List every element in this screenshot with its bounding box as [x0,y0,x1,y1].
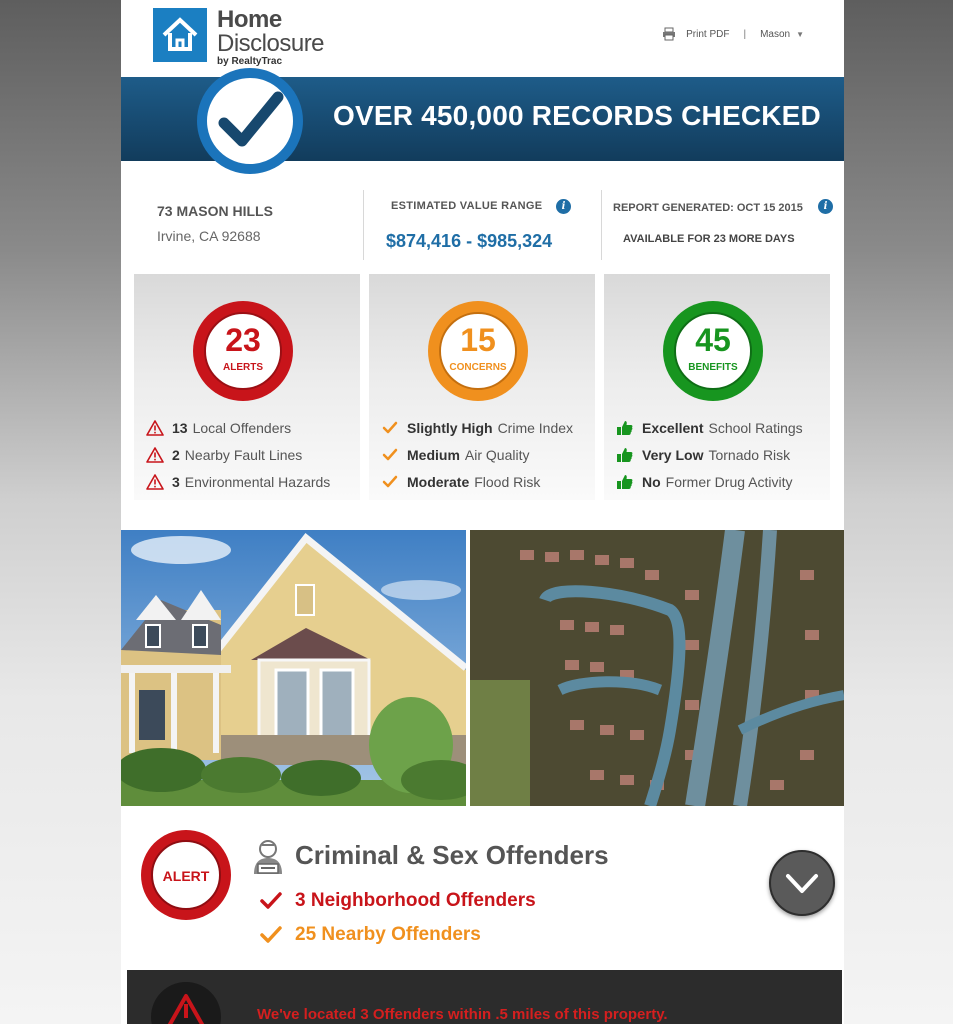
concerns-label: CONCERNS [449,362,507,373]
concern-item-bold: Slightly High [407,419,493,436]
neighborhood-offenders-text: 3 Neighborhood Offenders [295,890,536,911]
alert-item [146,414,356,441]
neighborhood-offenders-row[interactable] [259,890,536,912]
caret-down-icon: ▼ [796,29,804,39]
alert-item-bold: 13 [172,419,188,436]
alert-badge [137,826,235,924]
alerts-label: ALERTS [223,362,263,373]
alert-item-text: Local Offenders [192,419,292,436]
benefit-item-bold: Excellent [642,419,704,436]
thumbs-up-icon [616,447,634,463]
user-menu-label: Mason [760,28,791,40]
benefit-item-bold: Very Low [642,446,704,463]
warning-icon [146,447,164,463]
alert-badge-label: ALERT [162,868,210,884]
check-icon [381,447,399,463]
benefits-card[interactable] [604,274,830,500]
concern-item-text: Crime Index [497,419,574,436]
thumbs-up-icon [616,420,634,436]
check-icon [259,890,283,912]
property-address: 73 MASON HILLS [157,203,273,219]
property-city: Irvine, CA 92688 [157,228,261,244]
logo-text-disclosure: Disclosure [217,30,325,57]
check-icon [259,924,283,946]
concern-item [381,441,591,468]
home-disclosure-logo[interactable] [153,8,324,67]
checkmark-badge-icon [196,67,304,175]
alert-item-text: Nearby Fault Lines [184,446,303,463]
concern-item [381,414,591,441]
concern-item-bold: Medium [407,446,460,463]
benefits-label: BENEFITS [688,362,738,373]
alert-item-text: Environmental Hazards [184,473,331,490]
alert-item-bold: 3 [172,473,180,490]
warning-icon [151,982,221,1024]
value-info-icon[interactable]: i [556,199,571,214]
aerial-map [470,530,844,806]
benefit-item-text: Former Drug Activity [665,473,793,490]
benefit-item-text: School Ratings [708,419,803,436]
divider [601,190,602,260]
concerns-count: 15 [460,322,496,358]
benefit-item [616,414,826,441]
value-range: $874,416 - $985,324 [386,231,553,251]
house-logo-icon [153,8,207,62]
banner-title: OVER 450,000 RECORDS CHECKED [333,100,821,131]
logo-text-home: Home [217,6,282,33]
section-title: Criminal & Sex Offenders [295,840,609,870]
alert-item [146,468,356,495]
concerns-card[interactable] [369,274,595,500]
top-nav [662,27,804,41]
logo-text-byline: by RealtyTrac [217,56,283,67]
report-generated-label: REPORT GENERATED: OCT 15 2015 [613,202,803,214]
concern-item-bold: Moderate [407,473,470,490]
expand-button[interactable] [769,850,835,916]
concern-item [381,468,591,495]
printer-icon[interactable] [662,27,676,41]
chevron-down-icon [771,852,833,914]
concern-item-text: Flood Risk [474,473,541,490]
print-pdf-link[interactable]: Print PDF [686,28,730,40]
offender-mugshot-icon [250,838,286,876]
house-photo [121,530,466,806]
offender-notice-bar [127,970,842,1024]
nav-separator: | [743,28,747,40]
report-info-icon[interactable]: i [818,199,833,214]
check-icon [381,474,399,490]
divider [363,190,364,260]
concern-item-text: Air Quality [464,446,530,463]
benefit-item-text: Tornado Risk [708,446,791,463]
thumbs-up-icon [616,474,634,490]
benefits-count: 45 [695,322,731,358]
alerts-count: 23 [225,322,261,358]
user-menu[interactable] [760,29,804,40]
alert-item-bold: 2 [172,446,180,463]
benefit-item [616,441,826,468]
value-range-label: ESTIMATED VALUE RANGE [391,200,543,212]
check-icon [381,420,399,436]
warning-icon [146,474,164,490]
nearby-offenders-text: 25 Nearby Offenders [295,924,481,945]
availability-text: AVAILABLE FOR 23 MORE DAYS [623,233,795,245]
nearby-offenders-row[interactable] [259,924,481,946]
benefit-item-bold: No [642,473,661,490]
warning-icon [146,420,164,436]
report-page [121,0,844,1024]
alerts-card[interactable] [134,274,360,500]
benefit-item [616,468,826,495]
offender-notice-text: We've located 3 Offenders within .5 miles of this property. [257,1006,668,1023]
alert-item [146,441,356,468]
